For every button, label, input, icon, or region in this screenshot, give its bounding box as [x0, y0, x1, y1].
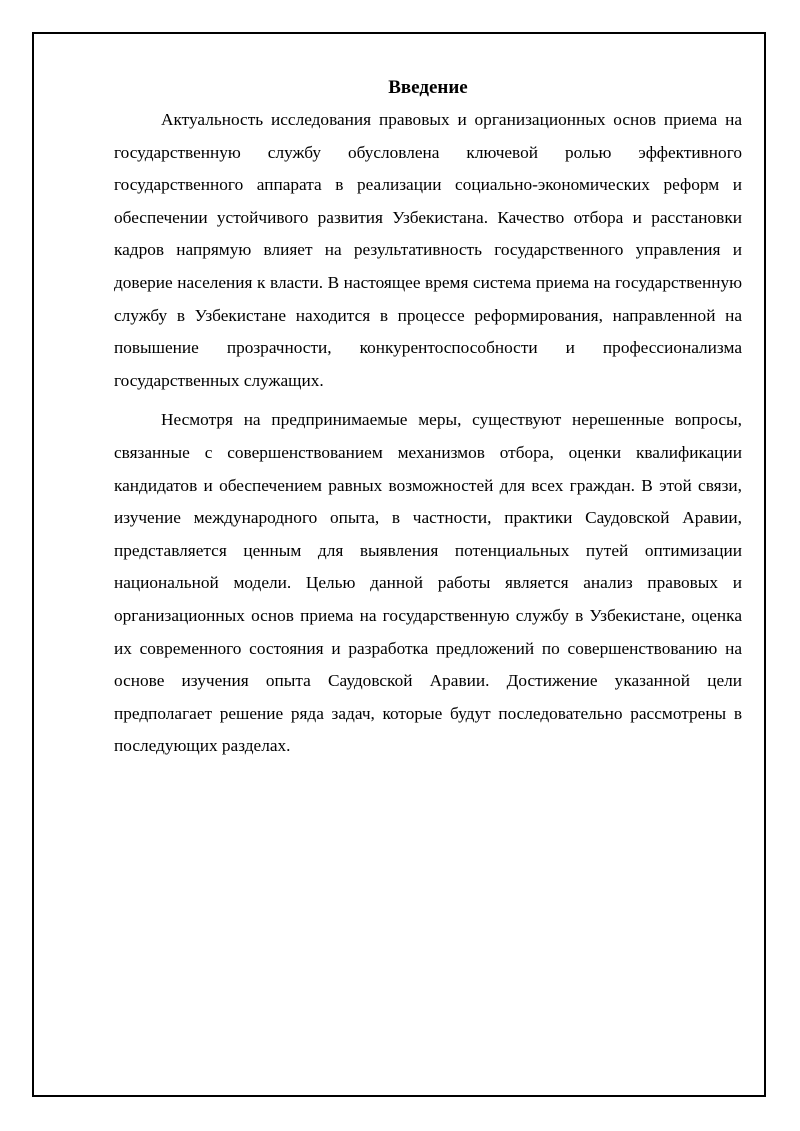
paragraph-relevance: Актуальность исследования правовых и организационных основ приема на государственную службу обусловлена ключевой ролью эффективного государственного аппарата в реализации социально-экономических реформ и обеспечении устойчивого развития Узбекистана. Качество отбора и расстановки кадров напрямую влияет на результативность государственного управления и доверие населения к власти. В настоящее время система приема на государственную службу в Узбекистане находится в процессе реформирования, направленной на повышение прозрачности, конкурентоспособности и профессионализма государственных служащих. — [114, 110, 742, 390]
paragraph-goals: Несмотря на предпринимаемые меры, существуют нерешенные вопросы, связанные с совершенствованием механизмов отбора, оценки квалификации кандидатов и обеспечением равных возможностей для всех граждан. В этой связи, изучение международного опыта, в частности, практики Саудовской Аравии, представляется ценным для выявления потенциальных путей оптимизации национальной модели. Целью данной работы является анализ правовых и организационных основ приема на государственную службу в Узбекистане, оценка их современного состояния и разработка предложений по совершенствованию на основе изучения опыта Саудовской Аравии. Достижение указанной цели предполагает решение ряда задач, которые будут последовательно рассмотрены в последующих разделах. — [114, 410, 742, 756]
document-title: Введение — [388, 77, 468, 98]
document-body — [114, 75, 742, 770]
